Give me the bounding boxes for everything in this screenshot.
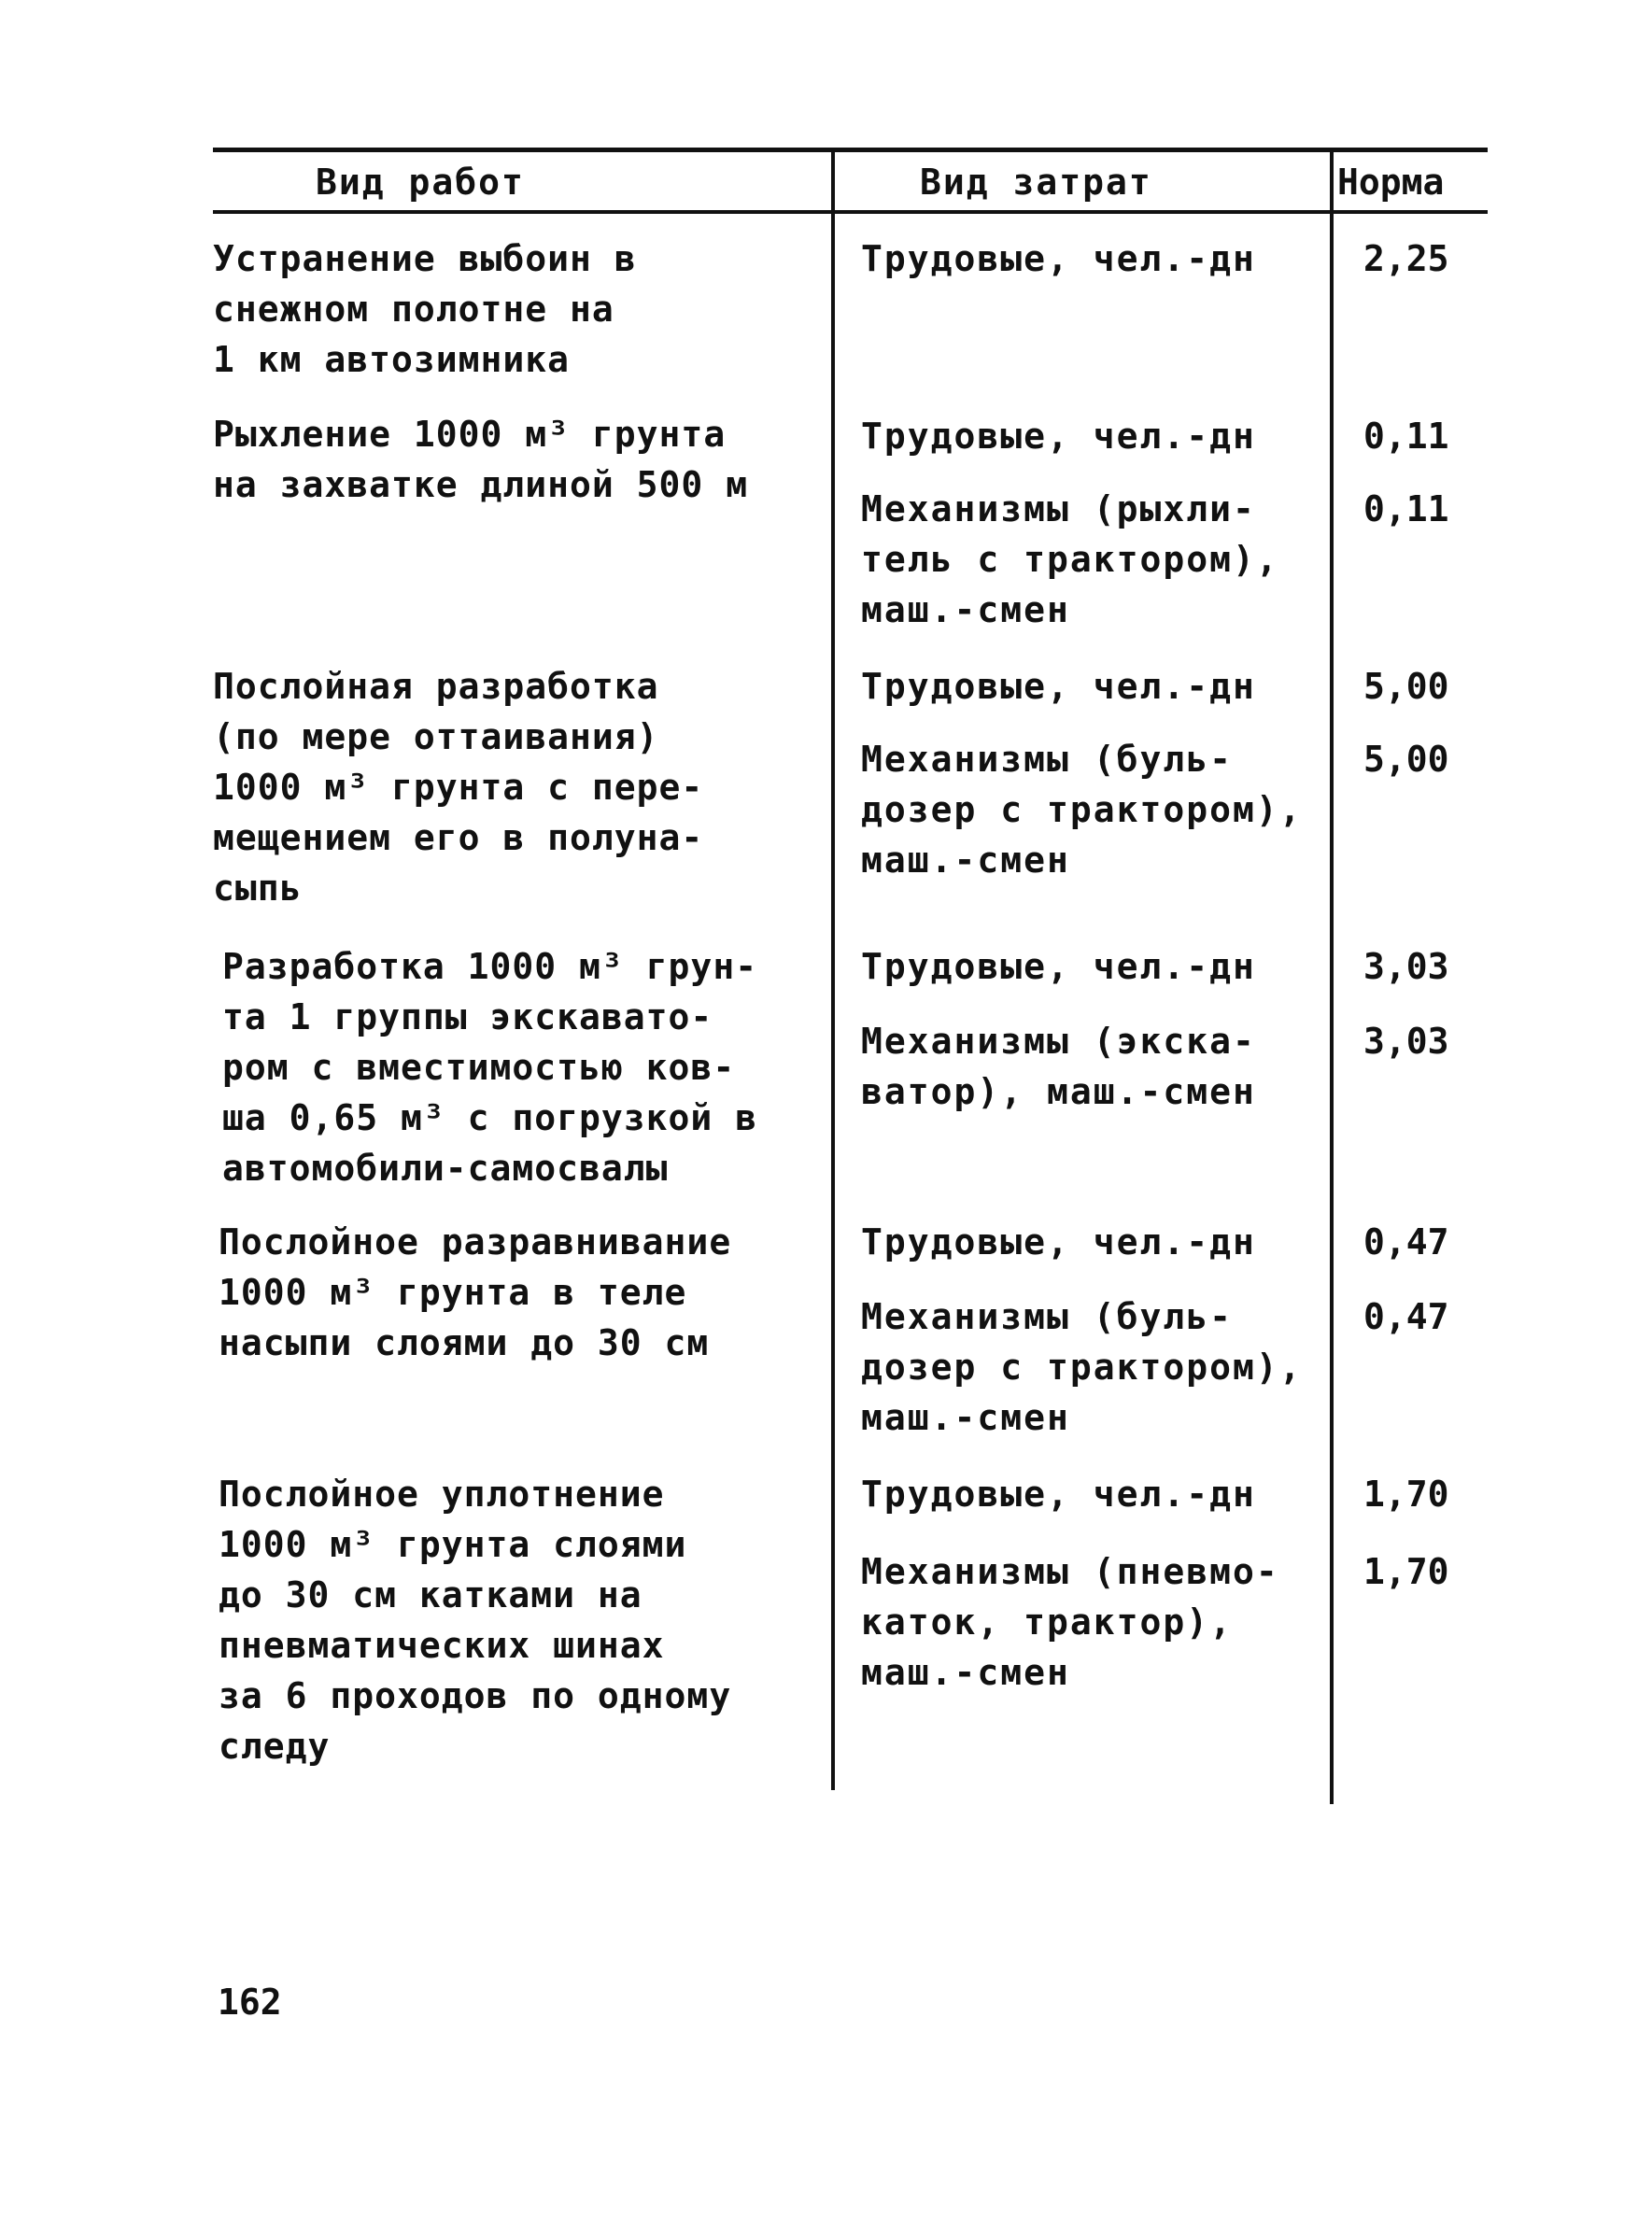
row-5-norm-machinery: 0,47 [1363, 1296, 1449, 1337]
row-6-norm-machinery: 1,70 [1363, 1551, 1449, 1592]
column-divider-2 [1330, 151, 1334, 1804]
row-6-cost-labor: Трудовые, чел.-дн [861, 1474, 1256, 1515]
row-3-norm-labor: 5,00 [1363, 666, 1449, 707]
row-1-norm-labor: 2,25 [1363, 238, 1449, 279]
row-2-cost-labor: Трудовые, чел.-дн [861, 416, 1256, 457]
header-bottom-rule [213, 210, 1488, 214]
row-2-cost-machinery: Механизмы (рыхли- тель с трактором), маш.-смен [861, 488, 1279, 630]
column-divider-1 [831, 151, 835, 1790]
row-5-cost-machinery: Механизмы (буль- дозер с трактором), маш.-смен [861, 1296, 1303, 1438]
row-1-work: Устранение выбоин в снежном полотне на 1 км автозимника [213, 238, 637, 380]
row-2-work: Рыхление 1000 м³ грунта на захватке длиной 500 м [213, 414, 749, 505]
row-4-norm-labor: 3,03 [1363, 946, 1449, 987]
row-6-cost-machinery: Механизмы (пневмо- каток, трактор), маш.-смен [861, 1551, 1279, 1693]
page-number: 162 [218, 1982, 282, 2023]
row-6-work: Послойное уплотнение 1000 м³ грунта слоями до 30 см катками на пневматических шинах за 6 проходов по одному следу [219, 1474, 732, 1767]
row-1-cost-labor: Трудовые, чел.-дн [861, 238, 1256, 279]
header-norm: Норма [1337, 162, 1445, 203]
row-4-work: Разработка 1000 м³ грун- та 1 группы экскавато- ром с вместимостью ков- ша 0,65 м³ с погрузкой в автомобили-самосвалы [222, 946, 758, 1189]
row-2-norm-machinery: 0,11 [1363, 488, 1449, 529]
header-work-type: Вид работ [316, 162, 525, 203]
row-6-norm-labor: 1,70 [1363, 1474, 1449, 1515]
row-4-cost-machinery: Механизмы (экска- ватор), маш.-смен [861, 1021, 1256, 1112]
row-5-norm-labor: 0,47 [1363, 1221, 1449, 1263]
row-5-cost-labor: Трудовые, чел.-дн [861, 1221, 1256, 1263]
row-3-cost-machinery: Механизмы (буль- дозер с трактором), маш.-смен [861, 739, 1303, 881]
table-top-rule [213, 148, 1488, 152]
row-3-work: Послойная разработка (по мере оттаивания) 1000 м³ грунта с пере- мещением его в полуна- сыпь [213, 666, 704, 909]
norms-table [213, 148, 1488, 1805]
row-4-norm-machinery: 3,03 [1363, 1021, 1449, 1062]
row-3-norm-machinery: 5,00 [1363, 739, 1449, 780]
row-5-work: Послойное разравнивание 1000 м³ грунта в теле насыпи слоями до 30 см [219, 1221, 732, 1363]
row-2-norm-labor: 0,11 [1363, 416, 1449, 457]
header-cost-type: Вид затрат [920, 162, 1152, 203]
row-3-cost-labor: Трудовые, чел.-дн [861, 666, 1256, 707]
row-4-cost-labor: Трудовые, чел.-дн [861, 946, 1256, 987]
